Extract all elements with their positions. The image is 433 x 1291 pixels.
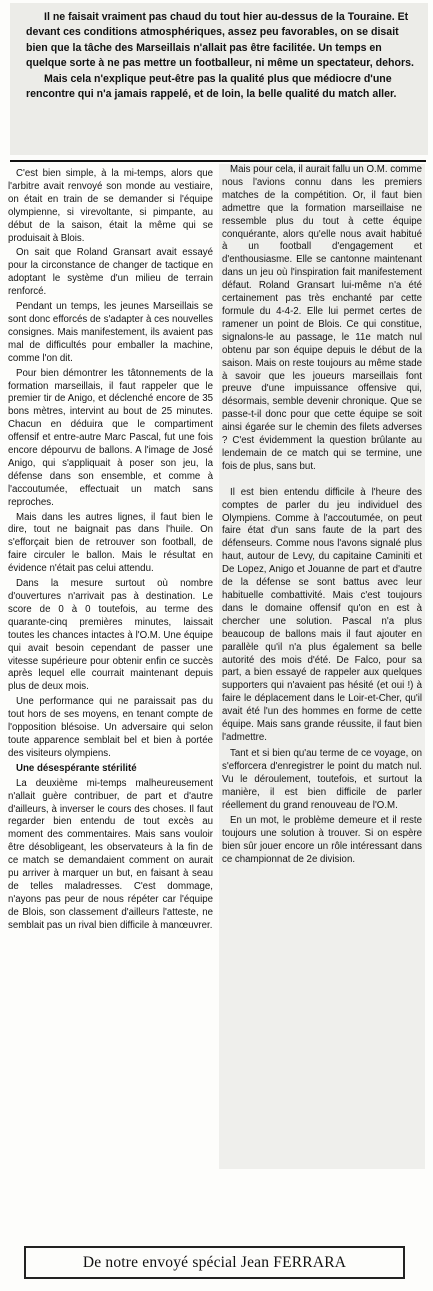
body-paragraph: Il est bien entendu difficile à l'heure des comptes de parler du jeu individuel des Olympiens. Comme à l'accoutumée, on peut faire état d'un sans faute de la part des défenseurs. Comme nous l'avons signalé plus haut, autour de Levy, du capitaine Caminiti et De Lopez, Anigo et Jouanne de part et d'autre de la défense se sont battus avec leur habituelle combattivité. Mais c'est toujours dans le domaine offensif qu'on en est à chercher une solution. Pascal n'a plus beaucoup de ballons mais il faut ajouter en parallèle qu'il n'a plus également sa belle autorité des mois d'été. De Falco, pour sa part, a bien essayé de rappeler aux quelques supporters qui n'avaient pas hésité (et oui !) à faire le déplacement dans le Loir-et-Cher, qu'il avait été l'un des hommes en forme de cette équipe. Mais sans grande réussite, il faut bien l'admettre. xyxy=(222,486,422,743)
body-paragraph: Tant et si bien qu'au terme de ce voyage, on s'efforcera d'enregistrer le point du match nul. Vu le déroulement, toutefois, et surtout la manière, il est bien difficile de parler réellement du grand renouveau de l'O.M. xyxy=(222,747,422,811)
lead-paragraph: Mais cela n'explique peut-être pas la qualité plus que médiocre d'une rencontre qui n'a jamais rappelé, et de loin, la belle qualité du match aller. xyxy=(26,73,397,101)
article-lead xyxy=(10,3,428,155)
body-paragraph: Pour bien démontrer les tâtonnements de la formation marseillais, il faut rappeler que le premier tir de Anigo, et déclenché encore de 35 bons mètres, intervint au bout de 25 minutes. Chacun en déduira que le compartiment offensif et entre-autre Marc Pascal, fut une fois encore dépourvu de ballons. A l'image de José Anigo, qui s'appliquait à poser son jeu, la défense dans son ensemble, et comme à l'accoutumée, effectuait un match sans reproches. xyxy=(8,367,213,508)
body-paragraph: Une performance qui ne paraissait pas du tout hors de ses moyens, en tenant compte de l'opposition blésoise. Un adversaire qui selon toute apparence semblait bel et bien à portée des visiteurs olympiens. xyxy=(8,696,213,759)
separator-rule xyxy=(10,160,426,162)
article-column-left xyxy=(8,168,213,1238)
body-paragraph: Dans la mesure surtout où nombre d'ouvertures n'arrivait pas à destination. Le score de 0 à 0 toutefois, au terme des quarante-cinq premières minutes, laissait toutes les chances intactes à l'O.M. Une équipe qui avait besoin cependant de passer une vitesse supérieure pour obtenir enfin ce succès après lequel elle courrait maintenant depuis plus de deux mois. xyxy=(8,578,213,693)
paragraph-gap xyxy=(222,477,422,487)
body-paragraph: Mais dans les autres lignes, il faut bien le dire, tout ne baignait pas dans l'huile. On s'efforçait bien de retrouver son football, de faire circuler le ballon. Mais le résultat en évidence n'était pas celui attendu. xyxy=(8,511,213,575)
body-paragraph: Mais pour cela, il aurait fallu un O.M. comme nous l'avions connu dans les premiers matches de la compétition. Or, il faut bien admettre que la formation marseillaise ne ressemble plus du tout à cette équipe conquérante, alors qu'elle nous avait habitué à un football d'engagement et d'enthousiasme. Elle se cantonne maintenant dans un jeu où l'inspiration fait manifestement défaut. Roland Gransart lui-même n'a été certainement pas très enchanté par cette formule du 4-4-2. Elle lui permet certes de ramener un point de Blois. Ce qui constitue, signalons-le au passage, le 11e match nul obtenu par son équipe depuis le début de la saison. Mais on reste toujours au même stade à savoir que les joueurs marseillais font preuve d'une impuissance offensive qui, désormais, semble devenir chronique. Que se passe-t-il donc pour que cette équipe se soit ainsi égarée sur le chemin des filets adverses ? C'est évidemment la question brûlante au lendemain de ce match qui se termine, une fois de plus, sans but. xyxy=(222,164,422,472)
lead-paragraph: Il ne faisait vraiment pas chaud du tout hier au-dessus de la Touraine. Et devant ces conditions atmosphériques, assez peu favorables, on se disait bien que la tâche des Marseillais n'allait pas être facilitée. Un temps en quelque sorte à ne pas mettre un footballeur, ni même un spectateur, dehors. xyxy=(26,11,414,69)
article-column-right xyxy=(219,164,425,1169)
body-paragraph: En un mot, le problème demeure et il reste toujours une solution à trouver. Si on espère bien sûr jouer encore un rôle intéressant dans ce championnat de 2e division. xyxy=(222,815,422,866)
body-paragraph: On sait que Roland Gransart avait essayé pour la circonstance de changer de tactique en adoptant le système d'un milieu de terrain renforcé. xyxy=(8,247,213,298)
body-paragraph: C'est bien simple, à la mi-temps, alors que l'arbitre avait renvoyé son monde au vestiaire, on était en train de se demander si l'équipe olympienne, si virevoltante, si pimpante, au début de la saison, était la même qui se produisait à Blois. xyxy=(8,168,213,244)
subheading: Une désespérante stérilité xyxy=(16,762,137,774)
body-paragraph: Pendant un temps, les jeunes Marseillais se sont donc efforcés de s'adapter à ces nouvelles consignes. Mais manifestement, ils avaient pas mal de difficultés pour emballer la machine, comme l'on dit. xyxy=(8,301,213,364)
byline-box: De notre envoyé spécial Jean FERRARA xyxy=(24,1246,405,1279)
body-paragraph: La deuxième mi-temps malheureusement n'allait guère contribuer, de part et d'autre d'ailleurs, à inverser le cours des choses. Il faut regarder bien entendu de tout excès au moment des commentaires. Mais sans vouloir être désobligeant, les observateurs à la fin de ce match se demandaient comment on aurait pu arriver à marquer un but, en faisant à seau de telles maladresses. C'est dommage, n'ayons pas peur de nous répéter car l'équipe de Blois, son classement d'ailleurs l'atteste, ne semblait pas un rival bien difficile à manœuvrer. xyxy=(8,777,213,931)
